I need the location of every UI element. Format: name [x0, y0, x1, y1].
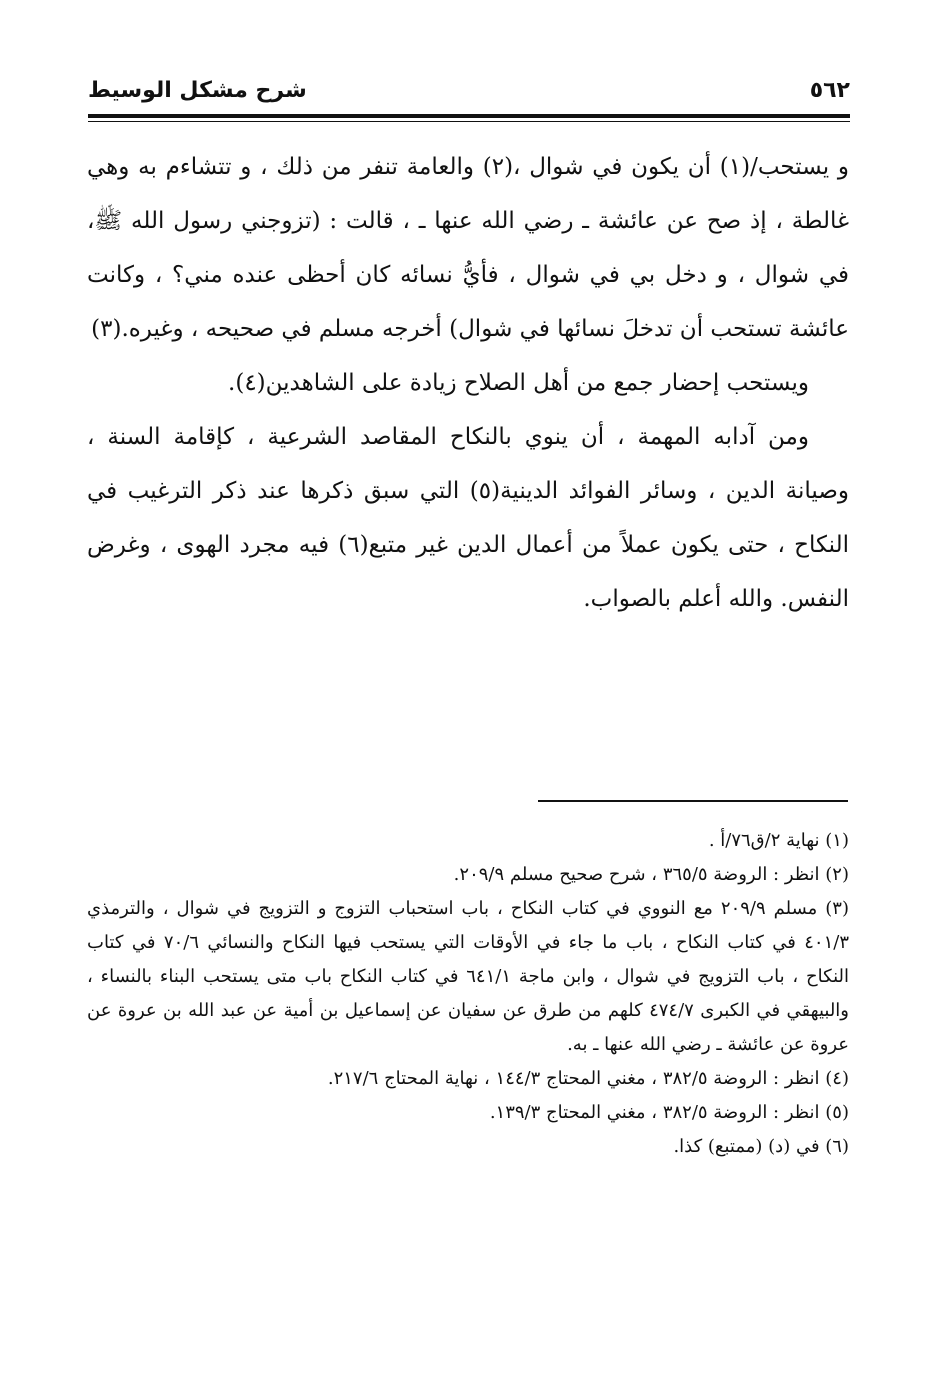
running-title: شرح مشكل الوسيط	[88, 78, 307, 103]
page-number: ٥٦٢	[809, 78, 850, 103]
footnote-3: (٣) مسلم ٢٠٩/٩ مع النووي في كتاب النكاح ، باب استحباب التزوج و التزويج في شوال ، والترمذي ٤٠١/٣ في كتاب النكاح ، باب ما جاء في الأوقات التي يستحب فيها النكاح والنسائي ٧٠/٦ في كتاب النكاح ، باب التزويج في شوال ، وابن ماجة ٦٤١/١ في كتاب النكاح باب متى يستحب البناء بالنساء ، والبيهقي في الكبرى ٤٧٤/٧ كلهم من طرق عن سفيان عن إسماعيل بن أمية عن عبد الله بن عروة عن عروة عن عائشة ـ رضي الله عنها ـ به.	[87, 898, 850, 1055]
footnote-2: (٢) انظر : الروضة ٣٦٥/٥ ، شرح صحيح مسلم ٢٠٩/٩.	[453, 864, 849, 885]
paragraph-shawwal: و يستحب/(١) أن يكون في شوال ،(٢) والعامة تنفر من ذلك ، و تتشاءم به وهي غالطة ، إذ صح عن عائشة ـ رضي الله عنها ـ ، قالت : (تزوجني رسول الله ﷺ، في شوال ، و دخل بي في شوال ، فأيُّ نسائه كان أحظى عنده مني؟ ، وكانت عائشة تستحب أن تدخلَ نسائها في شوال) أخرجه مسلم في صحيحه ، وغيره.(٣)	[87, 154, 849, 342]
footnote-separator	[538, 800, 848, 802]
footnote-5: (٥) انظر : الروضة ٣٨٢/٥ ، مغني المحتاج ١٣٩/٣.	[489, 1102, 849, 1123]
footnotes	[87, 824, 849, 1164]
paragraph-witnesses: ويستحب إحضار جمع من أهل الصلاح زيادة على الشاهدين(٤).	[228, 370, 809, 396]
header-rule-thin	[88, 121, 850, 122]
footnote-4: (٤) انظر : الروضة ٣٨٢/٥ ، مغني المحتاج ١٤٤/٣ ، نهاية المحتاج ٢١٧/٦.	[327, 1068, 849, 1089]
footnote-6: (٦) في (د) (ممتبع) كذا.	[673, 1136, 849, 1157]
main-text	[87, 140, 849, 626]
running-header	[88, 72, 850, 112]
header-rule-thick	[88, 114, 850, 118]
footnote-1: (١) نهاية ٢/ق٧٦/أ .	[708, 830, 849, 851]
paragraph-etiquette: ومن آدابه المهمة ، أن ينوي بالنكاح المقاصد الشرعية ، كإقامة السنة ، وصيانة الدين ، وسائر الفوائد الدينية(٥) التي سبق ذكرها عند ذكر الترغيب في النكاح ، حتى يكون عملاً من أعمال الدين غير متبع(٦) فيه مجرد الهوى ، وغرض النفس. والله أعلم بالصواب.	[87, 424, 850, 612]
